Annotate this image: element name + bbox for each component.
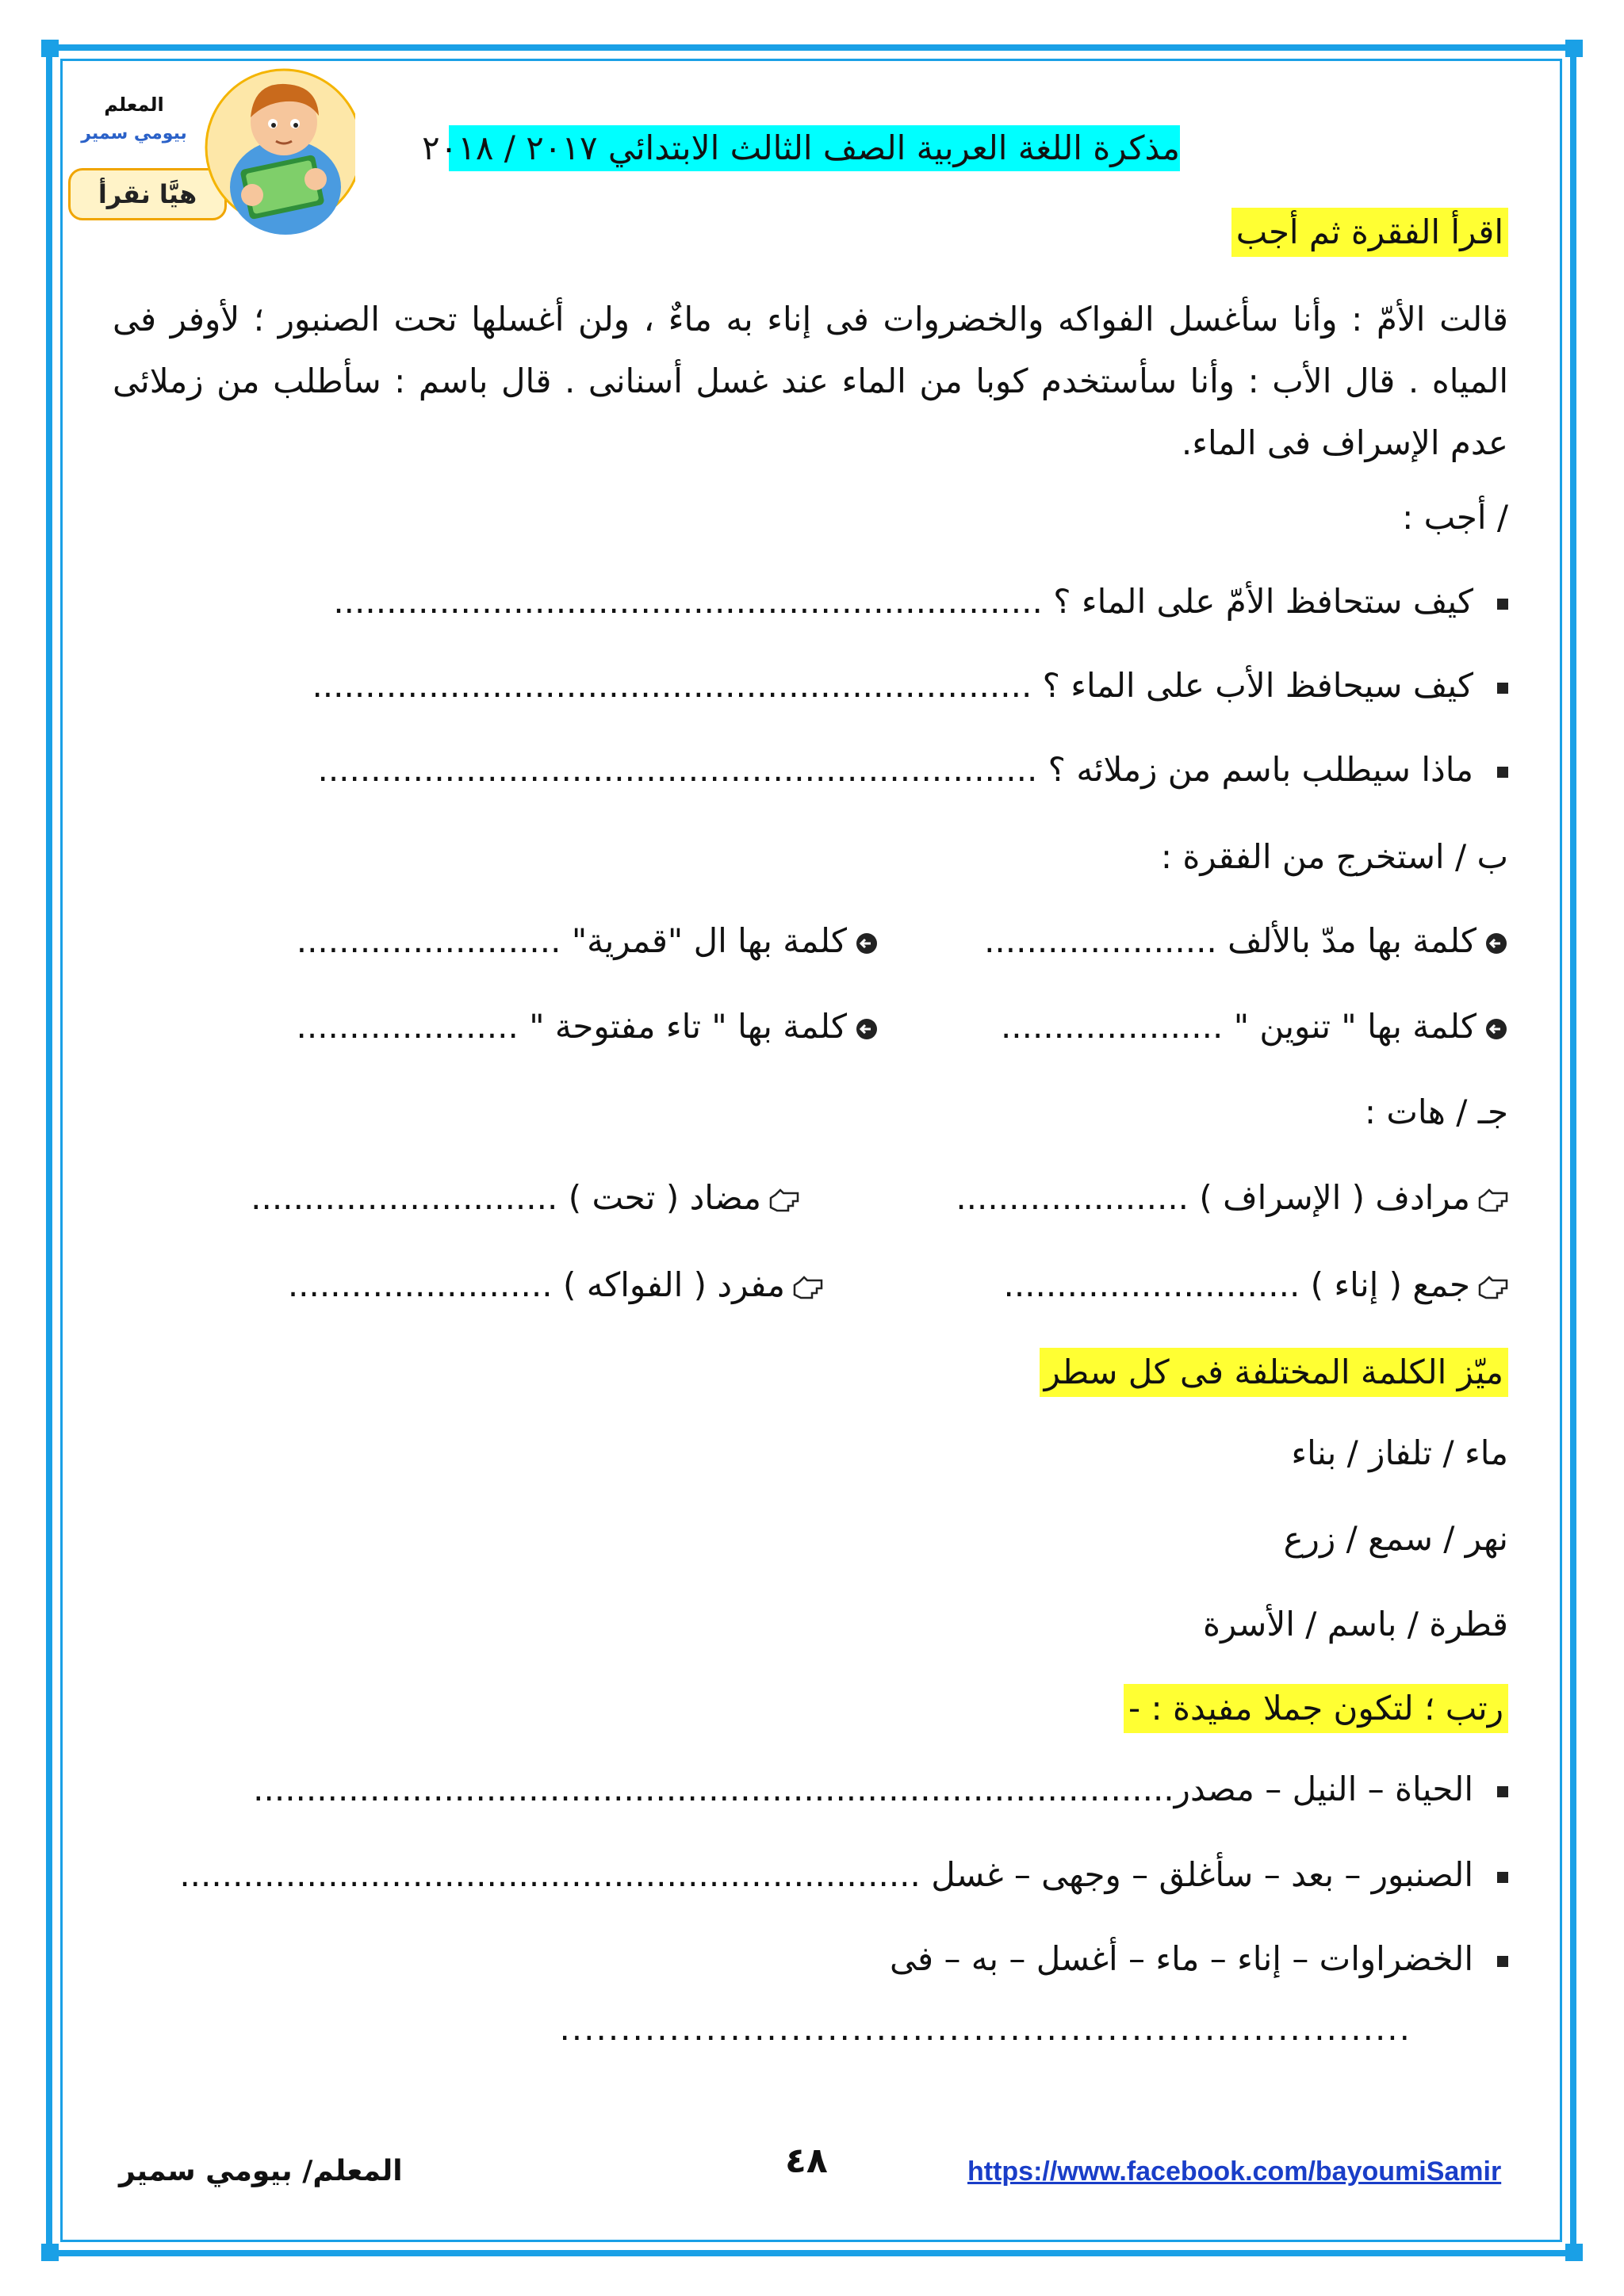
bullet-icon bbox=[1497, 1872, 1508, 1883]
circle-arrow-icon bbox=[855, 932, 879, 955]
give-item: جمع ( إناء ) ............................ bbox=[1003, 1261, 1508, 1310]
odd-word-row: ماء / تلفاز / بناء bbox=[1291, 1433, 1508, 1472]
question-item: كيف ستحافظ الأمّ على الماء ؟ ................................................................... bbox=[333, 577, 1508, 626]
logo-badge: هيَّا نقرأ bbox=[68, 168, 227, 220]
page-number: ٤٨ bbox=[785, 2141, 828, 2181]
section-heading-arrange: رتب ؛ لتكون جملا مفيدة : - bbox=[1124, 1684, 1508, 1733]
answer-blank[interactable]: ................................................................... bbox=[333, 582, 1043, 621]
pointing-hand-icon bbox=[1477, 1187, 1508, 1214]
answer-label: / أجب : bbox=[1402, 498, 1508, 537]
extract-item: كلمة بها ال "قمرية" ......................... bbox=[297, 916, 879, 966]
answer-blank[interactable]: ....................................................................................... bbox=[253, 1770, 1174, 1808]
bullet-icon bbox=[1497, 683, 1508, 694]
answer-blank[interactable]: ...................... bbox=[984, 921, 1217, 960]
bullet-icon bbox=[1497, 599, 1508, 610]
logo-teacher-label: المعلم bbox=[104, 94, 164, 116]
odd-word-row: نهر / سمع / زرع bbox=[1283, 1519, 1508, 1558]
give-item: مضاد ( تحت ) ............................. bbox=[251, 1173, 799, 1223]
answer-blank[interactable]: .................................................................... bbox=[312, 666, 1032, 705]
answer-blank[interactable]: ..................... bbox=[296, 1007, 519, 1046]
pointing-hand-icon bbox=[791, 1274, 823, 1301]
answer-blank[interactable]: ...................................................................... bbox=[179, 1855, 921, 1894]
border-corner bbox=[41, 40, 59, 57]
border-corner bbox=[1565, 40, 1583, 57]
pointing-hand-icon bbox=[768, 1187, 799, 1214]
answer-blank[interactable]: ............................ bbox=[1003, 1265, 1300, 1304]
bullet-icon bbox=[1497, 1956, 1508, 1967]
border-corner bbox=[1565, 2244, 1583, 2261]
page-title: مذكرة اللغة العربية الصف الثالث الابتدائي ٢٠١٧ / ٢٠١٨ bbox=[449, 125, 1180, 171]
section-heading-odd-word: ميّز الكلمة المختلفة فى كل سطر bbox=[1040, 1348, 1508, 1397]
extract-item: كلمة بها " تاء مفتوحة " ..................... bbox=[297, 1002, 879, 1051]
odd-word-row: قطرة / باسم / الأسرة bbox=[1202, 1605, 1508, 1644]
answer-blank[interactable]: .................................................................... bbox=[317, 750, 1038, 789]
give-label: جـ / هات : bbox=[1364, 1093, 1508, 1131]
answer-blank[interactable]: ......................... bbox=[296, 921, 561, 960]
reading-paragraph: قالت الأمّ : وأنا سأغسل الفواكه والخضروات فى إناء به ماءٌ ، ولن أغسلها تحت الصنبور ؛ لأوفر فى المياه . قال الأب : وأنا سأستخدم كوبا من الماء عند غسل أسنانى . قال باسم : سأطلب من زملائى عدم الإسراف فى الماء. bbox=[113, 300, 1508, 462]
extract-label: ب / استخرج من الفقرة : bbox=[1160, 837, 1508, 876]
question-item: كيف سيحافظ الأب على الماء ؟ .................................................................... bbox=[312, 661, 1508, 710]
answer-blank[interactable]: ......................... bbox=[287, 1265, 553, 1304]
arrange-item: الصنبور – بعد – سأغلق – وجهى – غسل ...................................................................... bbox=[179, 1850, 1508, 1900]
answer-blank[interactable]: ..................... bbox=[1000, 1007, 1224, 1046]
circle-arrow-icon bbox=[855, 1017, 879, 1041]
give-item: مرادف ( الإسراف ) ...................... bbox=[956, 1173, 1508, 1223]
bullet-icon bbox=[1497, 767, 1508, 778]
circle-arrow-icon bbox=[1484, 932, 1508, 955]
logo-teacher-name: بيومي سمير bbox=[81, 124, 187, 144]
arrange-item: الخضراوات – إناء – ماء – أغسل – به – فى bbox=[890, 1934, 1508, 1984]
facebook-link[interactable]: https://www.facebook.com/bayoumiSamir bbox=[967, 2156, 1502, 2187]
arrange-item: الحياة – النيل – مصدر....................................................................................... bbox=[253, 1765, 1508, 1814]
bullet-icon bbox=[1497, 1786, 1508, 1797]
give-item: مفرد ( الفواكه ) ......................... bbox=[288, 1261, 823, 1310]
pointing-hand-icon bbox=[1477, 1274, 1508, 1301]
question-item: ماذا سيطلب باسم من زملائه ؟ .................................................................... bbox=[317, 745, 1508, 794]
answer-blank[interactable]: ............................. bbox=[251, 1178, 558, 1217]
reading-boy-icon bbox=[197, 68, 355, 235]
extract-item: كلمة بها مدّ بالألف ...................... bbox=[984, 916, 1508, 966]
border-corner bbox=[41, 2244, 59, 2261]
answer-blank[interactable]: ...................................................................... bbox=[559, 2009, 1411, 2048]
answer-blank[interactable]: ...................... bbox=[956, 1178, 1189, 1217]
section-heading-read: اقرأ الفقرة ثم أجب bbox=[1231, 208, 1508, 257]
footer-teacher-name: المعلم/ بيومي سمير bbox=[119, 2155, 403, 2187]
extract-item: كلمة بها " تنوين " ..................... bbox=[1001, 1002, 1508, 1051]
circle-arrow-icon bbox=[1484, 1017, 1508, 1041]
